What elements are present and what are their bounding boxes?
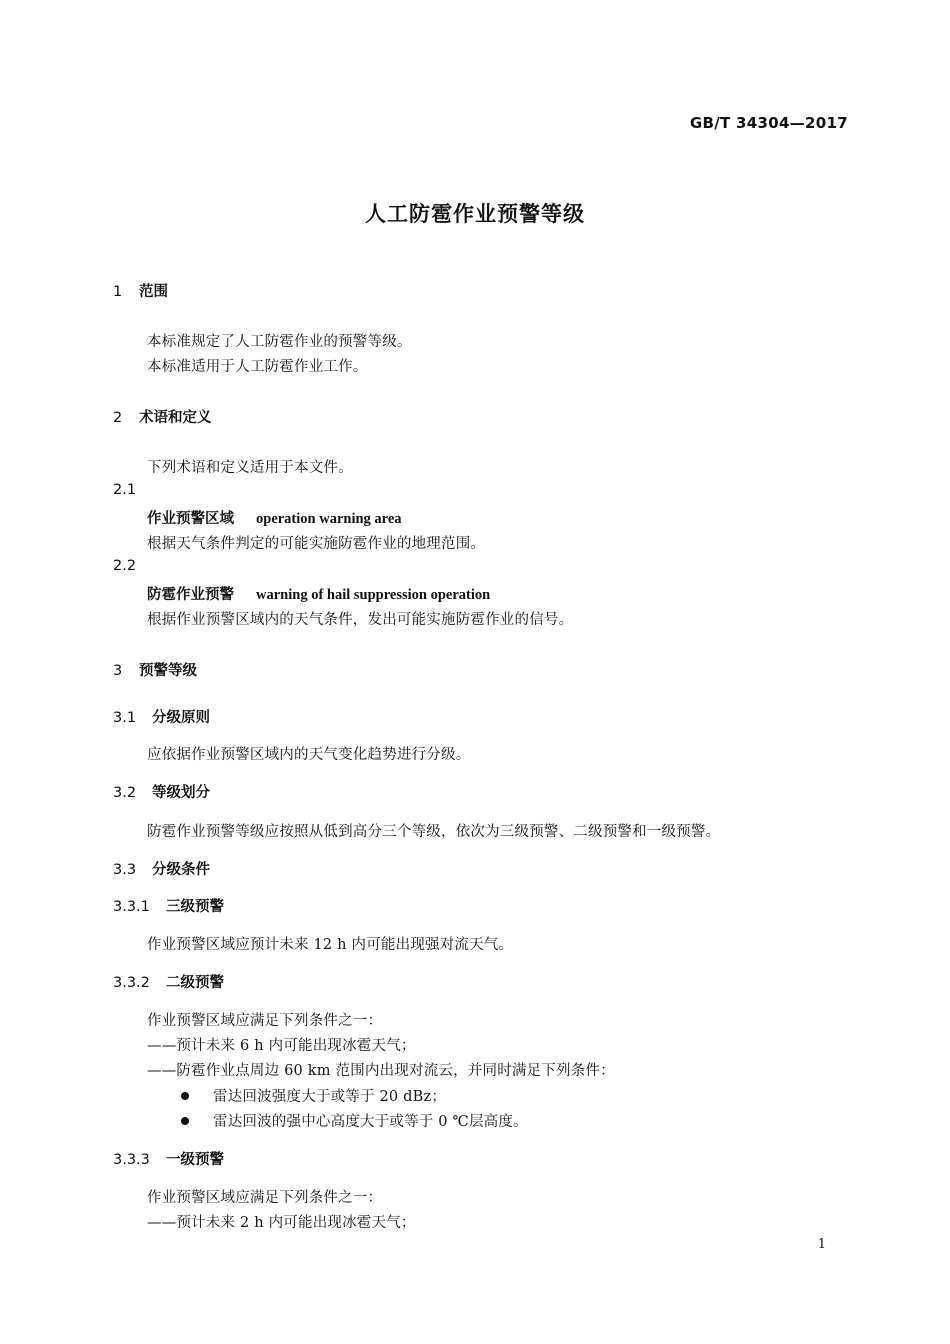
section-number: 1 bbox=[113, 284, 123, 300]
term-entry bbox=[147, 507, 402, 528]
bullet-icon bbox=[181, 1092, 189, 1100]
section-number: 3.1 bbox=[113, 710, 137, 726]
section-1-heading bbox=[113, 280, 168, 301]
term-number: 2.1 bbox=[113, 482, 137, 498]
term-definition: 根据作业预警区域内的天气条件，发出可能实施防雹作业的信号。 bbox=[147, 612, 574, 628]
section-number: 3.2 bbox=[113, 785, 137, 801]
bullet-text: 雷达回波强度大于或等于 20 dBz； bbox=[213, 1089, 447, 1105]
section-title: 一级预警 bbox=[166, 1152, 224, 1168]
section-title: 二级预警 bbox=[166, 975, 224, 991]
section-2-heading bbox=[113, 406, 212, 427]
paragraph: 作业预警区域应满足下列条件之一： bbox=[147, 1013, 383, 1029]
subsection-3-3-3-heading bbox=[113, 1148, 224, 1169]
term-en: operation warning area bbox=[256, 511, 402, 527]
page-number: 1 bbox=[817, 1237, 826, 1252]
dash-list-item: ——防雹作业点周边 60 km 范围内出现对流云，并同时满足下列条件： bbox=[147, 1063, 615, 1079]
paragraph: 本标准规定了人工防雹作业的预警等级。 bbox=[147, 334, 412, 350]
section-3-heading bbox=[113, 659, 197, 680]
term-definition: 根据天气条件判定的可能实施防雹作业的地理范围。 bbox=[147, 536, 486, 552]
section-number: 2 bbox=[113, 410, 123, 426]
section-number: 3.3.3 bbox=[113, 1152, 150, 1168]
subsection-3-2-heading bbox=[113, 781, 210, 802]
subsection-3-1-heading bbox=[113, 706, 210, 727]
bullet-text: 雷达回波的强中心高度大于或等于 0 ℃层高度。 bbox=[213, 1114, 528, 1130]
section-title: 术语和定义 bbox=[139, 410, 212, 426]
paragraph: 防雹作业预警等级应按照从低到高分三个等级，依次为三级预警、二级预警和一级预警。 bbox=[147, 824, 721, 840]
section-title: 等级划分 bbox=[152, 785, 210, 801]
dash-list-item: ——预计未来 2 h 内可能出现冰雹天气； bbox=[147, 1215, 416, 1231]
section-title: 范围 bbox=[139, 284, 168, 300]
section-title: 分级原则 bbox=[152, 710, 210, 726]
bullet-icon bbox=[181, 1117, 189, 1125]
section-number: 3.3 bbox=[113, 862, 137, 878]
section-title: 预警等级 bbox=[139, 663, 197, 679]
section-number: 3.3.1 bbox=[113, 899, 150, 915]
paragraph: 应依据作业预警区域内的天气变化趋势进行分级。 bbox=[147, 747, 471, 763]
section-number: 3 bbox=[113, 663, 123, 679]
section-title: 分级条件 bbox=[152, 862, 210, 878]
paragraph: 本标准适用于人工防雹作业工作。 bbox=[147, 359, 368, 375]
dash-list-item: ——预计未来 6 h 内可能出现冰雹天气； bbox=[147, 1038, 416, 1054]
term-zh: 防雹作业预警 bbox=[147, 587, 234, 603]
document-title: 人工防雹作业预警等级 bbox=[365, 202, 585, 226]
term-entry bbox=[147, 583, 490, 604]
subsection-3-3-heading bbox=[113, 858, 210, 879]
section-title: 三级预警 bbox=[166, 899, 224, 915]
paragraph: 作业预警区域应满足下列条件之一： bbox=[147, 1190, 383, 1206]
bullet-item bbox=[181, 1110, 528, 1131]
section-number: 3.3.2 bbox=[113, 975, 150, 991]
paragraph: 下列术语和定义适用于本文件。 bbox=[147, 460, 353, 476]
paragraph: 作业预警区域应预计未来 12 h 内可能出现强对流天气。 bbox=[147, 937, 514, 953]
term-number: 2.2 bbox=[113, 558, 137, 574]
bullet-item bbox=[181, 1085, 446, 1106]
subsection-3-3-1-heading bbox=[113, 895, 224, 916]
subsection-3-3-2-heading bbox=[113, 971, 224, 992]
standard-code: GB/T 34304—2017 bbox=[689, 114, 848, 132]
term-en: warning of hail suppression operation bbox=[256, 587, 491, 603]
term-zh: 作业预警区域 bbox=[147, 511, 234, 527]
